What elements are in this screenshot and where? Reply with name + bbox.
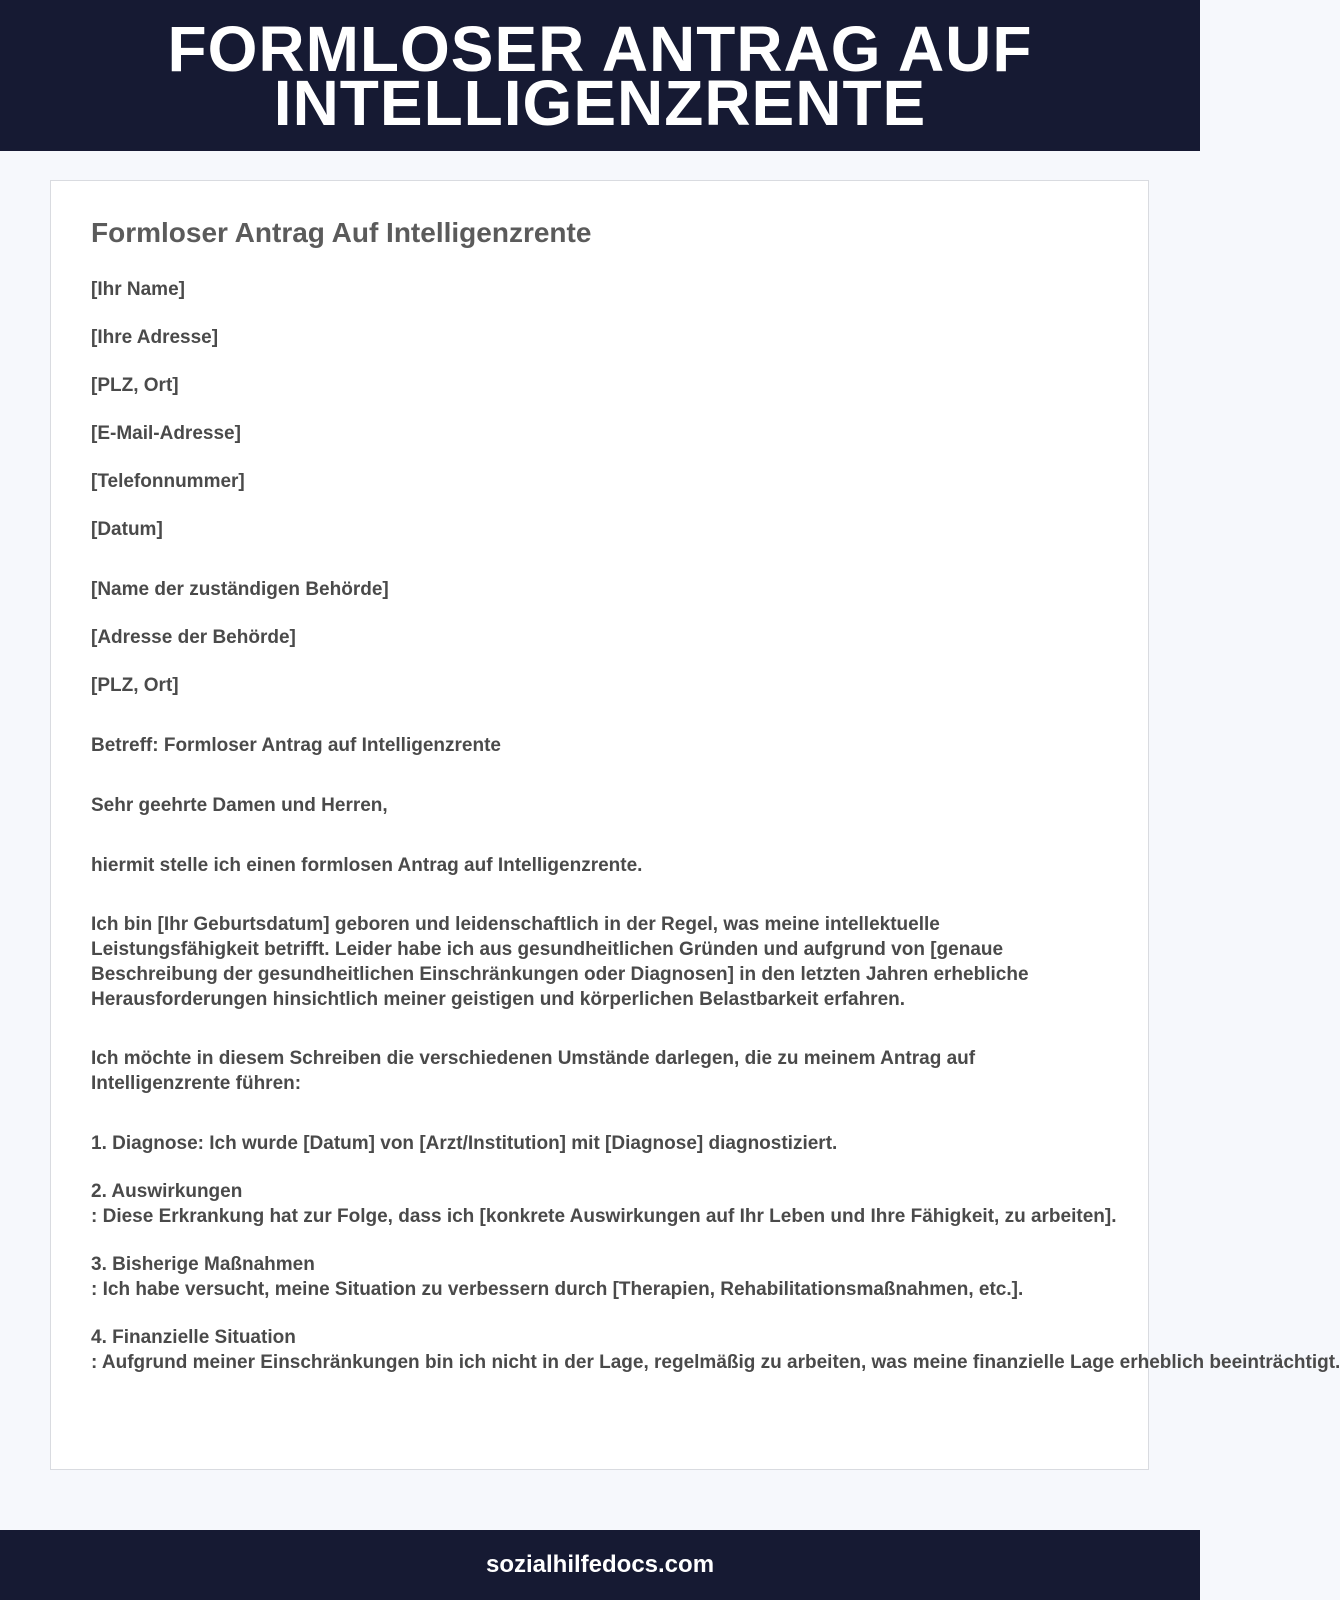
intro-sentence: hiermit stelle ich einen formlosen Antrag auf Intelligenzrente.	[91, 855, 643, 876]
sender-phone: [Telefonnummer]	[91, 471, 245, 492]
sender-date: [Datum]	[91, 519, 163, 540]
sender-city: [PLZ, Ort]	[91, 375, 179, 396]
recipient-city: [PLZ, Ort]	[91, 675, 179, 696]
list-item-finanzen-heading: 4. Finanzielle Situation	[91, 1327, 296, 1348]
sender-address: [Ihre Adresse]	[91, 327, 219, 348]
page-footer	[0, 1530, 1200, 1600]
list-item-finanzen-text: : Aufgrund meiner Einschränkungen bin ich nicht in der Lage, regelmäßig zu arbeiten, was meine finanzielle Lage erheblich beeinträchtigt.	[91, 1352, 1340, 1373]
page-banner	[0, 0, 1200, 151]
document-card	[50, 180, 1340, 1470]
banner-title: FORMLOSER ANTRAG AUF INTELLIGENZRENTE	[167, 12, 1033, 139]
recipient-name: [Name der zuständigen Behörde]	[91, 579, 389, 600]
list-item-massnahmen-text: : Ich habe versucht, meine Situation zu verbessern durch [Therapien, Rehabilitationsmaßnahmen, etc.].	[91, 1279, 1024, 1300]
document-title: Formloser Antrag Auf Intelligenzrente	[91, 217, 592, 248]
sender-email: [E-Mail-Adresse]	[91, 423, 241, 444]
body-paragraph-1: Ich bin [Ihr Geburtsdatum] geboren und leidenschaftlich in der Regel, was meine intellektuelle Leistungsfähigkeit betrifft. Leider habe ich aus gesundheitlichen Gründen und aufgrund von [genaue Beschreibung der gesundheitlichen Einschränkungen oder Diagnosen] in den letzten Jahren erhebliche Herausforderungen hinsichtlich meiner geistigen und körperlichen Belastbarkeit erfahren.	[91, 914, 1029, 1010]
list-item-diagnose: 1. Diagnose: Ich wurde [Datum] von [Arzt/Institution] mit [Diagnose] diagnostiziert.	[91, 1133, 838, 1154]
salutation: Sehr geehrte Damen und Herren,	[91, 795, 388, 816]
list-item-massnahmen-heading: 3. Bisherige Maßnahmen	[91, 1254, 315, 1275]
footer-site-link[interactable]: sozialhilfedocs.com	[485, 1551, 715, 1578]
subject-line: Betreff: Formloser Antrag auf Intelligenzrente	[91, 735, 501, 756]
list-item-auswirkungen-heading: 2. Auswirkungen	[91, 1181, 243, 1202]
list-item-auswirkungen-text: : Diese Erkrankung hat zur Folge, dass ich [konkrete Auswirkungen auf Ihr Leben und Ihre Fähigkeit, zu arbeiten].	[91, 1206, 1117, 1227]
body-paragraph-2: Ich möchte in diesem Schreiben die verschiedenen Umstände darlegen, die zu meinem Antrag auf Intelligenzrente führen:	[91, 1048, 976, 1094]
sender-name: [Ihr Name]	[91, 279, 185, 300]
recipient-address: [Adresse der Behörde]	[91, 627, 296, 648]
